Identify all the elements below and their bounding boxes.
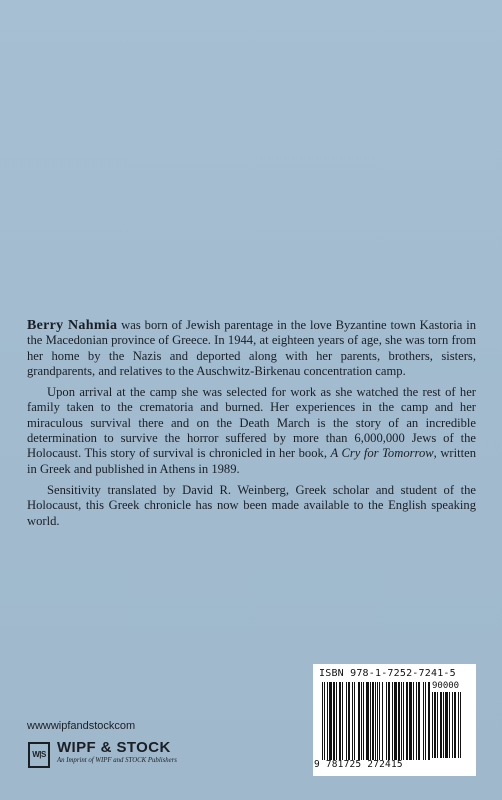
blurb-paragraph-1: [27, 318, 476, 379]
back-cover-blurb: [27, 318, 476, 535]
barcode-bar: [406, 682, 408, 760]
author-name: Berry Nahmia: [27, 318, 118, 333]
blurb-paragraph-2-text-b: , written in Greek and published in Athens in 1989.: [27, 446, 476, 476]
barcode-bar: [434, 692, 436, 758]
barcode-bar: [449, 692, 450, 758]
barcode-bar: [333, 682, 335, 760]
barcode-bar: [443, 692, 444, 758]
barcode-bar: [336, 682, 337, 760]
price-code: 90000: [432, 681, 460, 691]
barcode-bar: [416, 682, 417, 760]
barcode-bar: [425, 682, 426, 760]
barcode-bar: [372, 682, 374, 760]
addon-barcode: [432, 692, 472, 758]
barcode-bar: [348, 682, 350, 760]
barcode-bar: [386, 682, 387, 760]
barcode-bar: [432, 692, 433, 758]
barcode-bar: [403, 682, 404, 760]
barcode-bar: [346, 682, 347, 760]
barcode-bar: [327, 682, 328, 760]
barcode-bar: [363, 682, 364, 760]
barcode-bar: [398, 682, 400, 760]
barcode-bar: [460, 692, 461, 758]
barcode-bar: [361, 682, 362, 760]
barcode-bar: [445, 692, 448, 758]
barcode-bar: [452, 692, 453, 758]
barcode-bar: [354, 682, 355, 760]
blurb-paragraph-1-text: was born of Jewish parentage in the love Byzantine town Kastoria in the Macedonian province of Greece. In 1944, at eighteen years of age, she was torn from her home by the Nazis and deported along with her parents, brothers, sisters, grandparents, and relatives to the Auschwitz-Birkenau concentration camp.: [27, 318, 476, 378]
barcode-bar: [377, 682, 378, 760]
barcode-bar: [428, 682, 430, 760]
isbn-label: ISBN 978-1-7252-7241-5: [319, 668, 456, 679]
barcode-bar: [352, 682, 353, 760]
barcode-bar: [401, 682, 402, 760]
barcode-bar: [358, 682, 360, 760]
barcode-bar: [418, 682, 420, 760]
book-title: A Cry for Tomorrow: [330, 446, 434, 461]
barcode-bar: [329, 682, 332, 760]
barcode-bar: [458, 692, 459, 758]
barcode-bar: [382, 682, 383, 760]
ean-digits: 9 781725 272415: [314, 759, 403, 770]
blurb-paragraph-2: [27, 385, 476, 477]
barcode-bar: [394, 682, 397, 760]
barcode-bar: [324, 682, 325, 760]
publisher-imprint: An Imprint of WIPF and STOCK Publishers: [57, 757, 177, 764]
ean-barcode: [322, 682, 430, 760]
barcode-bar: [366, 682, 369, 760]
barcode-bar: [454, 692, 456, 758]
barcode-bar: [388, 682, 390, 760]
blurb-paragraph-3: Sensitivity translated by David R. Weinberg, Greek scholar and student of the Holocaust, this Greek chronicle has now been made available to the English speaking world.: [27, 482, 476, 528]
publisher-name: WIPF & STOCK: [57, 739, 171, 756]
barcode-bar: [370, 682, 371, 760]
barcode-bar: [440, 692, 442, 758]
barcode-bar: [409, 682, 412, 760]
barcode-bar: [342, 682, 343, 760]
barcode-bar: [423, 682, 424, 760]
barcode-bar: [322, 682, 323, 760]
publisher-website: wwwwipfandstockcom: [27, 720, 136, 732]
barcode-bar: [392, 682, 393, 760]
blurb-paragraph-2-text-a: Upon arrival at the camp she was selected for work as she watched the rest of her family taken to the crematoria and burned. Her experiences in the camp and her miraculous survival there and on the Death March is the story of an incredible determination to survive the horror suffered by more than 6,000,000 Jews of the Holocaust. This story of survival is chronicled in her book,: [27, 385, 476, 461]
barcode-bar: [375, 682, 376, 760]
barcode-bar: [413, 682, 414, 760]
publisher-logo-icon: W|S: [28, 742, 50, 768]
barcode-bar: [379, 682, 380, 760]
barcode-bar: [437, 692, 438, 758]
barcode-bar: [339, 682, 341, 760]
